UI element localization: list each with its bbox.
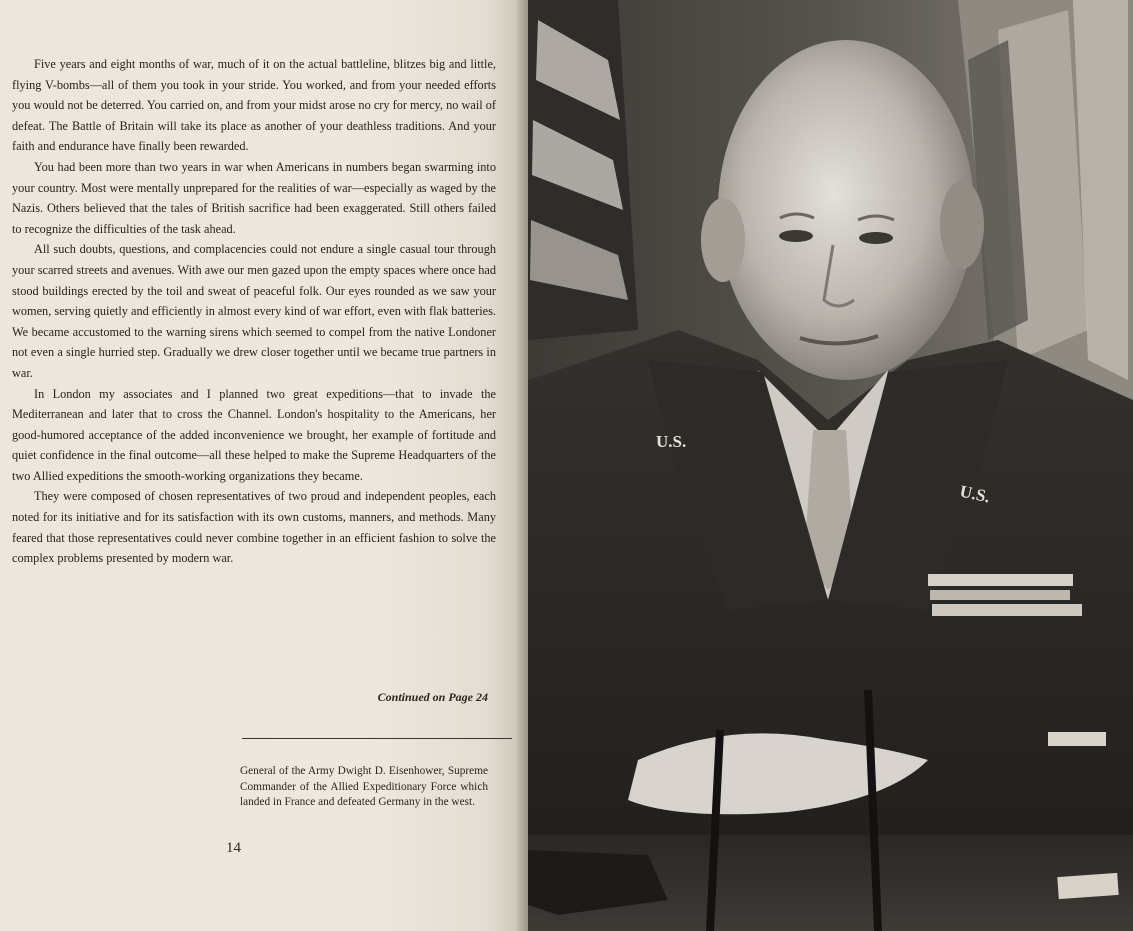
paragraph: Five years and eight months of war, much of it on the actual battleline, blitzes big and little, flying V-bombs—all of them you took in your stride. You worked, and from your needed efforts you would not be deterred. You carried on, and from your midst arose no cry for mercy, no wail of defeat. The Battle of Britain will take its place as another of your deathless traditions. And your faith and endurance have finally been rewarded.	[12, 57, 496, 154]
sleeve-stripes	[1048, 732, 1106, 746]
portrait-photo	[528, 0, 1133, 931]
ear-right	[940, 181, 984, 269]
ribbon-bar	[928, 574, 1082, 616]
page-number: 14	[226, 840, 241, 856]
caption-rule	[242, 738, 512, 739]
eye-right	[859, 232, 893, 244]
eye-left	[779, 230, 813, 242]
ear-left	[701, 198, 745, 282]
paragraph: In London my associates and I planned two great expeditions—that to invade the Mediterranean and later that to cross the Channel. London's hospitality to the Americans, her good-humored acceptance of the added inconvenience we brought, her example of fortitude and quiet confidence in the final outcome—all these helped to make the Supreme Headquarters of the two Allied expeditions the smooth-working organizations they became.	[12, 386, 496, 483]
paragraph: All such doubts, questions, and complacencies could not endure a single casual tour through your scarred streets and avenues. With awe our men gazed upon the empty spaces where once had stood buildings erected by the toil and sweat of peaceful folk. Our eyes rounded as we saw your women, serving quietly and efficiently in almost every kind of war effort, even with flak batteries. We became accustomed to the warning sirens which seemed to compel from the native Londoner not even a single hurried step. Gradually we drew closer together until we became true partners in war.	[12, 242, 496, 380]
paragraph: You had been more than two years in war when Americans in numbers began swarming into your country. Most were mentally unprepared for the realities of war—especially as waged by the Nazis. Others believed that the tales of British sacrifice had been exaggerated. Still others failed to recognize the difficulties of the task ahead.	[12, 159, 496, 236]
desk-card	[1057, 873, 1118, 899]
paragraph: They were composed of chosen representatives of two proud and independent peoples, each noted for its initiative and for its satisfaction with its own customs, manners, and methods. Many feared that those representatives could never combine together in an efficient fashion to solve the complex problems presented by modern war.	[12, 489, 496, 566]
photo-caption: General of the Army Dwight D. Eisenhower, Supreme Commander of the Allied Expeditionary Force which landed in France and defeated Germany in the west.	[240, 765, 488, 809]
continued-note: Continued on Page 24	[377, 690, 488, 704]
left-page	[0, 0, 528, 931]
collar-insignia-right: U.S.	[958, 481, 992, 507]
right-page-photo	[528, 0, 1133, 931]
article-body	[12, 54, 496, 569]
portrait-face	[718, 40, 974, 380]
collar-insignia-left: U.S.	[656, 432, 687, 451]
